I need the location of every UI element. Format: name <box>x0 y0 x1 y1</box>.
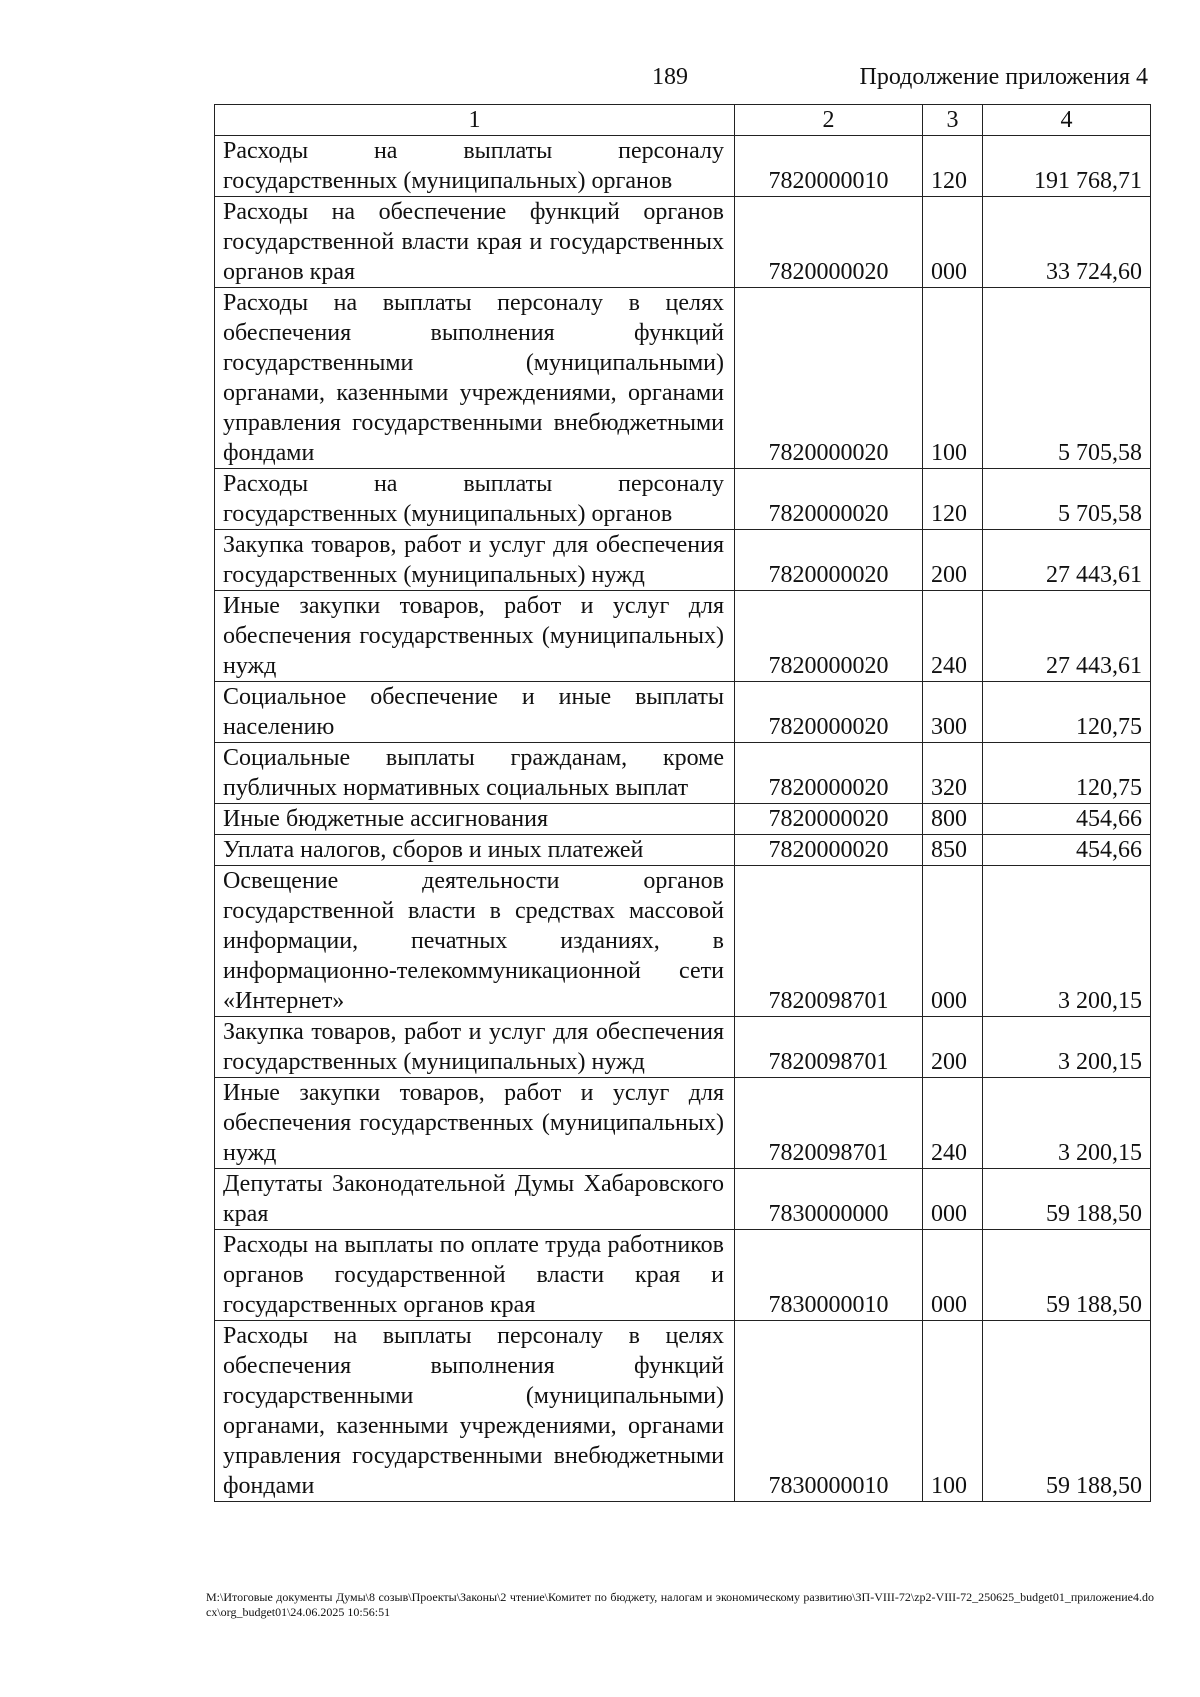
expense-name: Расходы на выплаты персоналу в целях обеспечения выполнения функций государственными (муниципальными) органами, казенными учреждениями, органами управления государственными внебюджетными фондами <box>215 288 735 469</box>
target-article-code: 7820098701 <box>735 1078 923 1169</box>
table-row <box>215 469 1151 530</box>
target-article-code: 7820000020 <box>735 591 923 682</box>
expense-name: Закупка товаров, работ и услуг для обеспечения государственных (муниципальных) нужд <box>215 1017 735 1078</box>
expense-type-code: 100 <box>923 288 983 469</box>
expense-type-code: 240 <box>923 591 983 682</box>
amount: 3 200,15 <box>983 1017 1151 1078</box>
target-article-code: 7820000020 <box>735 469 923 530</box>
amount: 120,75 <box>983 682 1151 743</box>
expense-type-code: 850 <box>923 835 983 866</box>
expense-name: Уплата налогов, сборов и иных платежей <box>215 835 735 866</box>
expense-name: Расходы на выплаты персоналу в целях обеспечения выполнения функций государственными (муниципальными) органами, казенными учреждениями, органами управления государственными внебюджетными фондами <box>215 1321 735 1502</box>
amount: 5 705,58 <box>983 288 1151 469</box>
target-article-code: 7830000000 <box>735 1169 923 1230</box>
table-row <box>215 1321 1151 1502</box>
amount: 59 188,50 <box>983 1321 1151 1502</box>
expense-type-code: 000 <box>923 866 983 1017</box>
target-article-code: 7830000010 <box>735 1230 923 1321</box>
target-article-code: 7820000020 <box>735 197 923 288</box>
column-header-1: 1 <box>215 105 735 136</box>
table-row <box>215 530 1151 591</box>
expense-name: Расходы на обеспечение функций органов государственной власти края и государственных органов края <box>215 197 735 288</box>
amount: 454,66 <box>983 804 1151 835</box>
target-article-code: 7830000010 <box>735 1321 923 1502</box>
expense-name: Иные бюджетные ассигнования <box>215 804 735 835</box>
amount: 27 443,61 <box>983 591 1151 682</box>
table-row <box>215 682 1151 743</box>
amount: 191 768,71 <box>983 136 1151 197</box>
expense-type-code: 100 <box>923 1321 983 1502</box>
amount: 120,75 <box>983 743 1151 804</box>
amount: 33 724,60 <box>983 197 1151 288</box>
table-row <box>215 835 1151 866</box>
target-article-code: 7820000010 <box>735 136 923 197</box>
budget-table <box>214 104 1151 1502</box>
table-header-row <box>215 105 1151 136</box>
document-file-path: M:\Итоговые документы Думы\8 созыв\Проекты\Законы\2 чтение\Комитет по бюджету, налогам и экономическому развитию\ЗП-VIII-72\zp2-VIII-72_250625_budget01_приложение4.docx\org_budget01\24.06.2025 10:56:51 <box>206 1590 1154 1619</box>
expense-name: Освещение деятельности органов государственной власти в средствах массовой информации, печатных изданиях, в информационно-телекоммуникационной сети «Интернет» <box>215 866 735 1017</box>
expense-type-code: 300 <box>923 682 983 743</box>
expense-type-code: 320 <box>923 743 983 804</box>
target-article-code: 7820000020 <box>735 743 923 804</box>
expense-name: Расходы на выплаты персоналу государственных (муниципальных) органов <box>215 469 735 530</box>
expense-type-code: 000 <box>923 197 983 288</box>
table-row <box>215 197 1151 288</box>
amount: 3 200,15 <box>983 866 1151 1017</box>
expense-type-code: 000 <box>923 1169 983 1230</box>
table-row <box>215 288 1151 469</box>
column-header-3: 3 <box>923 105 983 136</box>
table-row <box>215 1078 1151 1169</box>
expense-name: Закупка товаров, работ и услуг для обеспечения государственных (муниципальных) нужд <box>215 530 735 591</box>
table-row <box>215 866 1151 1017</box>
target-article-code: 7820000020 <box>735 530 923 591</box>
expense-name: Депутаты Законодательной Думы Хабаровского края <box>215 1169 735 1230</box>
expense-type-code: 800 <box>923 804 983 835</box>
target-article-code: 7820000020 <box>735 835 923 866</box>
column-header-4: 4 <box>983 105 1151 136</box>
amount: 27 443,61 <box>983 530 1151 591</box>
column-header-2: 2 <box>735 105 923 136</box>
target-article-code: 7820000020 <box>735 288 923 469</box>
amount: 3 200,15 <box>983 1078 1151 1169</box>
expense-name: Расходы на выплаты по оплате труда работников органов государственной власти края и государственных органов края <box>215 1230 735 1321</box>
expense-type-code: 240 <box>923 1078 983 1169</box>
target-article-code: 7820000020 <box>735 682 923 743</box>
expense-name: Социальные выплаты гражданам, кроме публичных нормативных социальных выплат <box>215 743 735 804</box>
table-row <box>215 1230 1151 1321</box>
table-row <box>215 804 1151 835</box>
table-header <box>215 105 1151 136</box>
target-article-code: 7820098701 <box>735 866 923 1017</box>
target-article-code: 7820098701 <box>735 1017 923 1078</box>
amount: 5 705,58 <box>983 469 1151 530</box>
table-row <box>215 1017 1151 1078</box>
expense-name: Иные закупки товаров, работ и услуг для обеспечения государственных (муниципальных) нужд <box>215 591 735 682</box>
expense-name: Иные закупки товаров, работ и услуг для обеспечения государственных (муниципальных) нужд <box>215 1078 735 1169</box>
expense-type-code: 000 <box>923 1230 983 1321</box>
expense-type-code: 120 <box>923 136 983 197</box>
amount: 454,66 <box>983 835 1151 866</box>
expense-type-code: 120 <box>923 469 983 530</box>
page-number: 189 <box>652 64 688 90</box>
target-article-code: 7820000020 <box>735 804 923 835</box>
table-body <box>215 136 1151 1502</box>
table-row <box>215 743 1151 804</box>
amount: 59 188,50 <box>983 1169 1151 1230</box>
expense-name: Социальное обеспечение и иные выплаты населению <box>215 682 735 743</box>
expense-type-code: 200 <box>923 1017 983 1078</box>
expense-type-code: 200 <box>923 530 983 591</box>
table-row <box>215 591 1151 682</box>
expense-name: Расходы на выплаты персоналу государственных (муниципальных) органов <box>215 136 735 197</box>
table-row <box>215 136 1151 197</box>
table-row <box>215 1169 1151 1230</box>
appendix-continuation-label: Продолжение приложения 4 <box>859 64 1148 90</box>
amount: 59 188,50 <box>983 1230 1151 1321</box>
